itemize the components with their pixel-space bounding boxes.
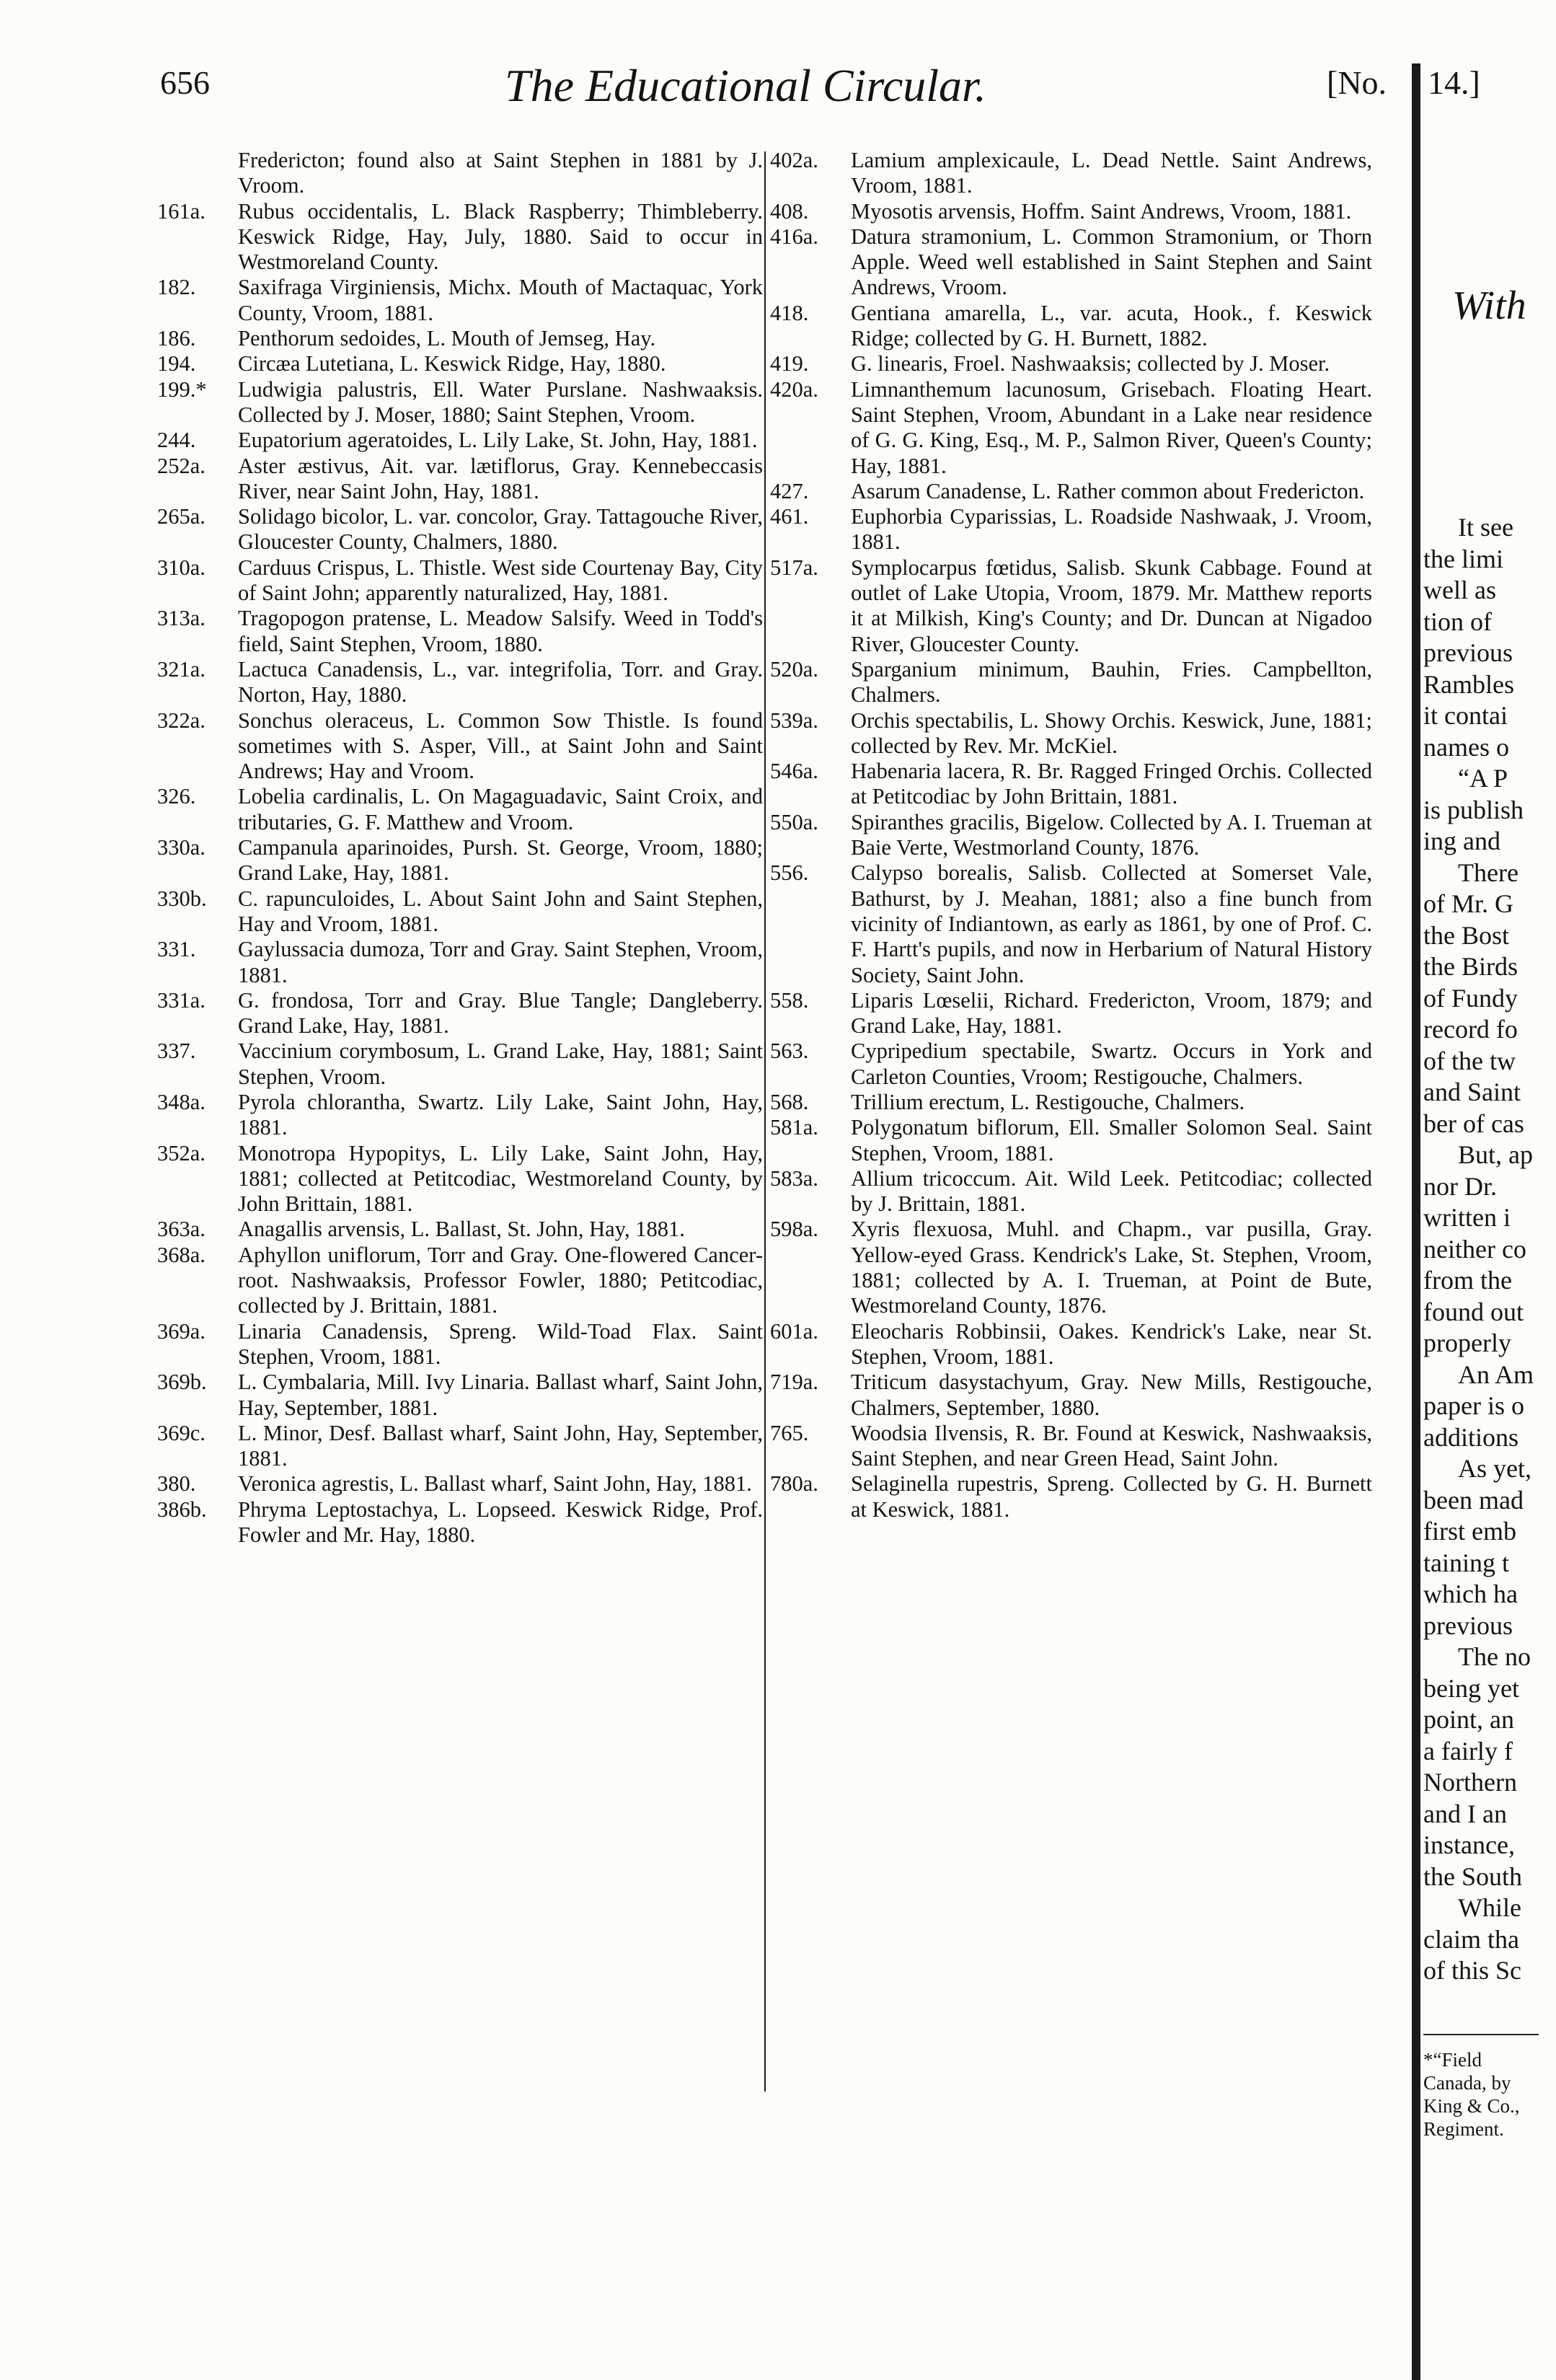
entry-text: Sonchus oleraceus, L. Common Sow Thistle. Is found sometimes with S. Asper, Vill., at Saint John and Saint Andrews; Hay and Vroom. (238, 708, 763, 784)
catalog-entry (157, 886, 763, 938)
catalog-entry (770, 860, 1372, 987)
entry-number: 182. (157, 275, 196, 300)
entry-text: Campanula aparinoides, Pursh. St. George, Vroom, 1880; Grand Lake, Hay, 1881. (238, 835, 763, 886)
catalog-entry (157, 1319, 763, 1370)
entry-number: 368a. (157, 1242, 205, 1267)
entry-text: Phryma Leptostachya, L. Lopseed. Keswick Ridge, Prof. Fowler and Mr. Hay, 1880. (238, 1497, 763, 1548)
catalog-entry (157, 937, 763, 988)
facing-text-line: Rambles (1423, 669, 1514, 699)
entry-text: Allium tricoccum. Ait. Wild Leek. Petitcodiac; collected by J. Brittain, 1881. (851, 1165, 1372, 1217)
left-column (157, 148, 763, 1548)
entry-text: Selaginella rupestris, Spreng. Collected by G. H. Burnett at Keswick, 1881. (851, 1471, 1372, 1522)
facing-text-line: tion of (1423, 607, 1492, 636)
entry-text: Symplocarpus fœtidus, Salisb. Skunk Cabbage. Found at outlet of Lake Utopia, Vroom, 1879. Mr. Matthew reports it at Milkish, King's County; and Dr. Duncan at Nigadoo River, Gloucester County. (851, 555, 1372, 656)
catalog-entry (770, 810, 1372, 861)
entry-text: Pyrola chlorantha, Swartz. Lily Lake, Saint John, Hay, 1881. (238, 1089, 763, 1140)
catalog-entry (157, 1141, 763, 1217)
entry-number: 568. (770, 1089, 809, 1114)
entry-number: 546a. (770, 759, 818, 784)
footnote-rule (1423, 2034, 1539, 2035)
facing-text-line: As yet, (1458, 1454, 1531, 1483)
entry-number: 348a. (157, 1089, 205, 1114)
facing-text-line: neither co (1423, 1234, 1526, 1264)
column-divider (764, 151, 766, 2092)
entry-number: 520a. (770, 656, 818, 682)
catalog-entry (157, 148, 763, 199)
catalog-entry (770, 148, 1372, 199)
entry-text: Lamium amplexicaule, L. Dead Nettle. Saint Andrews, Vroom, 1881. (851, 148, 1372, 198)
entry-text: Aster æstivus, Ait. var. lætiflorus, Gray. Kennebeccasis River, near Saint John, Hay, 1881. (238, 453, 763, 503)
catalog-entry (770, 504, 1372, 555)
entry-number: 199.* (157, 376, 207, 402)
catalog-entry (770, 1217, 1372, 1318)
catalog-entry (157, 784, 763, 835)
entry-text: Solidago bicolor, L. var. concolor, Gray. Tattagouche River, Gloucester County, Chalmers, 1880. (238, 504, 763, 555)
entry-text: Myosotis arvensis, Hoffm. Saint Andrews, Vroom, 1881. (851, 198, 1352, 224)
entry-text: Woodsia Ilvensis, R. Br. Found at Keswick, Nashwaaksis, Saint Stephen, and near Green Head, Saint John. (851, 1420, 1372, 1471)
footnote-line: King & Co., (1423, 2095, 1520, 2117)
facing-footnote (1423, 2048, 1520, 2141)
entry-text: Calypso borealis, Salisb. Collected at Somerset Vale, Bathurst, by J. Meahan, 1881; also a fine bunch from vicinity of Indiantown, as early as 1861, by one of Prof. C. F. Hartt's pupils, and now in Herbarium of Natural History Society, Saint John. (851, 860, 1372, 987)
entry-text: Lactuca Canadensis, L., var. integrifolia, Torr. and Gray. Norton, Hay, 1880. (238, 656, 763, 708)
entry-number: 363a. (157, 1217, 205, 1242)
facing-text-line: While (1458, 1893, 1521, 1922)
catalog-entry (770, 657, 1372, 708)
page-header (0, 60, 1435, 128)
catalog-entry (770, 301, 1372, 352)
facing-page (1423, 0, 1556, 2380)
entry-text: Fredericton; found also at Saint Stephen in 1881 by J. Vroom. (238, 148, 763, 198)
facing-text-line: instance, (1423, 1830, 1515, 1859)
entry-text: Circæa Lutetiana, L. Keswick Ridge, Hay, 1880. (238, 351, 666, 376)
entry-number: 330a. (157, 835, 205, 860)
catalog-entry (770, 1421, 1372, 1472)
entry-text: Anagallis arvensis, L. Ballast, St. John, Hay, 1881. (238, 1217, 685, 1242)
catalog-entry (770, 1090, 1372, 1115)
entry-number: 517a. (770, 555, 818, 580)
catalog-entry (157, 504, 763, 555)
facing-text-line: from the (1423, 1266, 1512, 1295)
entry-text: G. linearis, Froel. Nashwaaksis; collected by J. Moser. (851, 351, 1330, 376)
entry-number: 601a. (770, 1318, 818, 1344)
facing-text-line: additions (1423, 1422, 1519, 1452)
catalog-entry (770, 708, 1372, 759)
entry-text: Gentiana amarella, L., var. acuta, Hook., f. Keswick Ridge; collected by G. H. Burnett, 1882. (851, 300, 1372, 351)
entry-text: Limnanthemum lacunosum, Grisebach. Floating Heart. Saint Stephen, Vroom, Abundant in a Lake near residence of G. G. King, Esq., M. P., Salmon River, Queen's County; Hay, 1881. (851, 376, 1372, 478)
entry-text: Tragopogon pratense, L. Meadow Salsify. Weed in Todd's field, Saint Stephen, Vroom, 1880. (238, 606, 763, 656)
facing-text-line: of the tw (1423, 1046, 1516, 1075)
catalog-entry (770, 199, 1372, 224)
entry-number: 418. (770, 300, 809, 325)
entry-number: 252a. (157, 453, 205, 478)
entry-text: Habenaria lacera, R. Br. Ragged Fringed Orchis. Collected at Petitcodiac by John Brittain, 1881. (851, 759, 1372, 809)
catalog-entry (770, 759, 1372, 810)
entry-number: 337. (157, 1039, 196, 1064)
entry-text: Ludwigia palustris, Ell. Water Purslane. Nashwaaksis. Collected by J. Moser, 1880; Saint Stephen, Vroom. (238, 376, 763, 427)
facing-text-line: ber of cas (1423, 1109, 1524, 1138)
facing-text-line: found out (1423, 1297, 1524, 1326)
facing-text-line: properly (1423, 1328, 1511, 1357)
entry-text: Rubus occidentalis, L. Black Raspberry; Thimbleberry. Keswick Ridge, Hay, July, 1880. Said to occur in Westmoreland County. (238, 198, 763, 275)
entry-number: 556. (770, 860, 809, 886)
facing-text-line: paper is o (1423, 1391, 1524, 1420)
facing-text-line: An Am (1458, 1359, 1534, 1389)
entry-number: 321a. (157, 656, 205, 682)
entry-text: Monotropa Hypopitys, L. Lily Lake, Saint John, Hay, 1881; collected at Petitcodiac, Westmoreland County, by John Brittain, 1881. (238, 1140, 763, 1217)
facing-text-line: of Fundy (1423, 983, 1519, 1013)
facing-text-line: the Birds (1423, 952, 1518, 981)
catalog-entry (770, 555, 1372, 657)
catalog-entry (157, 606, 763, 657)
entry-text: Vaccinium corymbosum, L. Grand Lake, Hay, 1881; Saint Stephen, Vroom. (238, 1039, 763, 1089)
entry-number: 461. (770, 504, 809, 529)
catalog-entry (157, 377, 763, 428)
facing-text-line: names o (1423, 732, 1509, 762)
entry-text: L. Minor, Desf. Ballast wharf, Saint John, Hay, September, 1881. (238, 1420, 763, 1471)
running-title: The Educational Circular. (505, 60, 986, 111)
entry-number: 420a. (770, 376, 818, 402)
facing-text-line: the South (1423, 1861, 1523, 1891)
facing-text-line: record fo (1423, 1015, 1518, 1044)
facing-heading: With (1452, 283, 1526, 328)
catalog-entry (157, 199, 763, 276)
entry-text: Eleocharis Robbinsii, Oakes. Kendrick's Lake, near St. Stephen, Vroom, 1881. (851, 1318, 1372, 1369)
footnote-line: Regiment. (1423, 2118, 1504, 2140)
facing-text-line: which ha (1423, 1579, 1518, 1608)
facing-text-line: of Mr. G (1423, 889, 1513, 918)
catalog-entry (157, 1421, 763, 1472)
entry-number: 265a. (157, 504, 205, 529)
entry-number: 310a. (157, 555, 205, 580)
facing-text-line: previous (1423, 1610, 1513, 1640)
facing-text-line: and Saint (1423, 1077, 1521, 1106)
entry-number: 563. (770, 1039, 809, 1064)
catalog-entry (157, 1471, 763, 1497)
entry-number: 331. (157, 937, 196, 962)
facing-text-line: the Bost (1423, 920, 1510, 950)
catalog-entry (157, 428, 763, 453)
entry-text: Veronica agrestis, L. Ballast wharf, Saint John, Hay, 1881. (238, 1471, 752, 1497)
facing-text-line: first emb (1423, 1517, 1516, 1546)
facing-text-line: being yet (1423, 1673, 1519, 1703)
catalog-entry (157, 1039, 763, 1090)
facing-text-line: written i (1423, 1203, 1511, 1232)
facing-text-line: “A P (1458, 764, 1508, 793)
entry-text: Carduus Crispus, L. Thistle. West side Courtenay Bay, City of Saint John; apparently naturalized, Hay, 1881. (238, 555, 763, 606)
facing-text-line: taining t (1423, 1548, 1509, 1577)
entry-number: 194. (157, 351, 196, 376)
entry-number: 380. (157, 1471, 196, 1497)
entry-number: 408. (770, 198, 809, 224)
entry-number: 780a. (770, 1471, 818, 1497)
entry-number: 419. (770, 351, 809, 376)
entry-number: 550a. (770, 809, 818, 834)
catalog-entry (157, 657, 763, 708)
catalog-entry (770, 351, 1372, 376)
entry-text: G. frondosa, Torr and Gray. Blue Tangle; Dangleberry. Grand Lake, Hay, 1881. (238, 987, 763, 1039)
entry-number: 583a. (770, 1165, 818, 1191)
facing-text-line: It see (1458, 513, 1513, 542)
facing-text-line: There (1458, 858, 1519, 887)
footnote-line: Canada, by (1423, 2072, 1511, 2094)
page-number: 656 (160, 64, 210, 101)
catalog-entry (157, 275, 763, 326)
entry-text: Polygonatum biflorum, Ell. Smaller Solomon Seal. Saint Stephen, Vroom, 1881. (851, 1115, 1372, 1165)
entry-text: Aphyllon uniflorum, Torr and Gray. One-flowered Cancer-root. Nashwaaksis, Professor Fowler, 1880; Petitcodiac, collected by J. Brittain, 1881. (238, 1242, 763, 1318)
catalog-entry (770, 988, 1372, 1039)
facing-text-line: the limi (1423, 544, 1503, 573)
entry-text: L. Cymbalaria, Mill. Ivy Linaria. Ballast wharf, Saint John, Hay, September, 1881. (238, 1370, 763, 1420)
facing-text-line: it contai (1423, 701, 1508, 730)
facing-text-line: of this Sc (1423, 1956, 1522, 1985)
entry-number: 427. (770, 478, 809, 503)
entry-number: 352a. (157, 1140, 205, 1165)
catalog-entry (157, 351, 763, 376)
facing-text-line: and I an (1423, 1799, 1507, 1828)
entry-text: Linaria Canadensis, Spreng. Wild-Toad Flax. Saint Stephen, Vroom, 1881. (238, 1318, 763, 1369)
entry-number: 416a. (770, 224, 818, 249)
entry-number: 719a. (770, 1370, 818, 1395)
entry-number: 330b. (157, 886, 207, 911)
entry-text: Penthorum sedoides, L. Mouth of Jemseg, Hay. (238, 326, 656, 351)
facing-text-line: point, an (1423, 1705, 1514, 1734)
facing-text-line: claim tha (1423, 1924, 1519, 1954)
entry-text: Saxifraga Virginiensis, Michx. Mouth of Mactaquac, York County, Vroom, 1881. (238, 275, 763, 325)
entry-number: 765. (770, 1420, 809, 1445)
entry-number: 369c. (157, 1420, 205, 1445)
facing-text-line: ing and (1423, 827, 1500, 855)
entry-text: Eupatorium ageratoides, L. Lily Lake, St. John, Hay, 1881. (238, 428, 758, 453)
catalog-entry (770, 1319, 1372, 1370)
catalog-entry (770, 224, 1372, 301)
entry-text: Xyris flexuosa, Muhl. and Chapm., var pusilla, Gray. Yellow-eyed Grass. Kendrick's Lake, St. Stephen, Vroom, 1881; collected by A. I. Trueman, at Point de Bute, Westmoreland County, 1876. (851, 1217, 1372, 1318)
catalog-entry (770, 1471, 1372, 1522)
facing-issue-number: 14.] (1428, 64, 1480, 101)
entry-number: 581a. (770, 1115, 818, 1140)
entry-number: 539a. (770, 708, 818, 733)
entry-number: 386b. (157, 1497, 207, 1522)
catalog-entry (157, 1497, 763, 1548)
entry-number: 331a. (157, 987, 205, 1013)
catalog-entry (770, 1115, 1372, 1166)
entry-text: Triticum dasystachyum, Gray. New Mills, Restigouche, Chalmers, September, 1880. (851, 1370, 1372, 1420)
catalog-entry (157, 988, 763, 1039)
entry-text: Gaylussacia dumoza, Torr and Gray. Saint Stephen, Vroom, 1881. (238, 937, 763, 987)
entry-text: Sparganium minimum, Bauhin, Fries. Campbellton, Chalmers. (851, 656, 1372, 708)
entry-text: C. rapunculoides, L. About Saint John and Saint Stephen, Hay and Vroom, 1881. (238, 886, 763, 936)
catalog-entry (770, 479, 1372, 504)
entry-text: Datura stramonium, L. Common Stramonium, or Thorn Apple. Weed well established in Saint Stephen and Saint Andrews, Vroom. (851, 224, 1372, 300)
entry-text: Asarum Canadense, L. Rather common about Fredericton. (851, 478, 1365, 503)
facing-text-line: previous (1423, 638, 1513, 667)
facing-text-line: been mad (1423, 1485, 1524, 1515)
right-column (770, 148, 1372, 1522)
entry-number: 322a. (157, 708, 205, 733)
entry-text: Orchis spectabilis, L. Showy Orchis. Keswick, June, 1881; collected by Rev. Mr. McKiel. (851, 708, 1372, 758)
catalog-entry (157, 555, 763, 607)
catalog-entry (157, 454, 763, 505)
page-gutter (1412, 63, 1420, 2380)
entry-text: Trillium erectum, L. Restigouche, Chalmers. (851, 1089, 1245, 1114)
catalog-entry (157, 835, 763, 886)
facing-text-line: But, ap (1458, 1140, 1533, 1169)
facing-text-line: nor Dr. (1423, 1171, 1497, 1201)
catalog-entry (770, 1039, 1372, 1090)
entry-number: 326. (157, 784, 196, 809)
entry-text: Euphorbia Cyparissias, L. Roadside Nashwaak, J. Vroom, 1881. (851, 504, 1372, 555)
catalog-entry (157, 708, 763, 785)
facing-text-line: is publish (1423, 795, 1524, 824)
catalog-entry (770, 1166, 1372, 1217)
entry-number: 402a. (770, 148, 818, 172)
entry-number: 313a. (157, 606, 205, 631)
issue-label: [No. (1327, 64, 1387, 101)
entry-text: Cypripedium spectabile, Swartz. Occurs in York and Carleton Counties, Vroom; Restigouche, Chalmers. (851, 1039, 1372, 1089)
entry-number: 244. (157, 428, 196, 453)
facing-text-line: The no (1458, 1642, 1531, 1671)
catalog-entry (157, 1090, 763, 1141)
entry-number: 558. (770, 987, 809, 1013)
entry-number: 161a. (157, 198, 205, 224)
entry-text: Spiranthes gracilis, Bigelow. Collected by A. I. Trueman at Baie Verte, Westmorland County, 1876. (851, 809, 1372, 860)
catalog-entry (157, 1370, 763, 1421)
footnote-line: *“Field (1423, 2049, 1482, 2071)
facing-text-line: a fairly f (1423, 1736, 1513, 1766)
entry-number: 369a. (157, 1318, 205, 1344)
entry-text: Liparis Lœselii, Richard. Fredericton, Vroom, 1879; and Grand Lake, Hay, 1881. (851, 987, 1372, 1039)
entry-number: 186. (157, 326, 196, 351)
facing-body-text (1423, 512, 1556, 1987)
facing-text-line: well as (1423, 576, 1496, 604)
catalog-entry (770, 1370, 1372, 1421)
entry-number: 369b. (157, 1370, 207, 1395)
catalog-entry (157, 1243, 763, 1319)
catalog-entry (157, 326, 763, 351)
facing-text-line: Northern (1423, 1768, 1517, 1797)
entry-number: 598a. (770, 1217, 818, 1242)
catalog-entry (157, 1217, 763, 1242)
entry-text: Lobelia cardinalis, L. On Magaguadavic, Saint Croix, and tributaries, G. F. Matthew and Vroom. (238, 784, 763, 834)
catalog-entry (770, 377, 1372, 479)
